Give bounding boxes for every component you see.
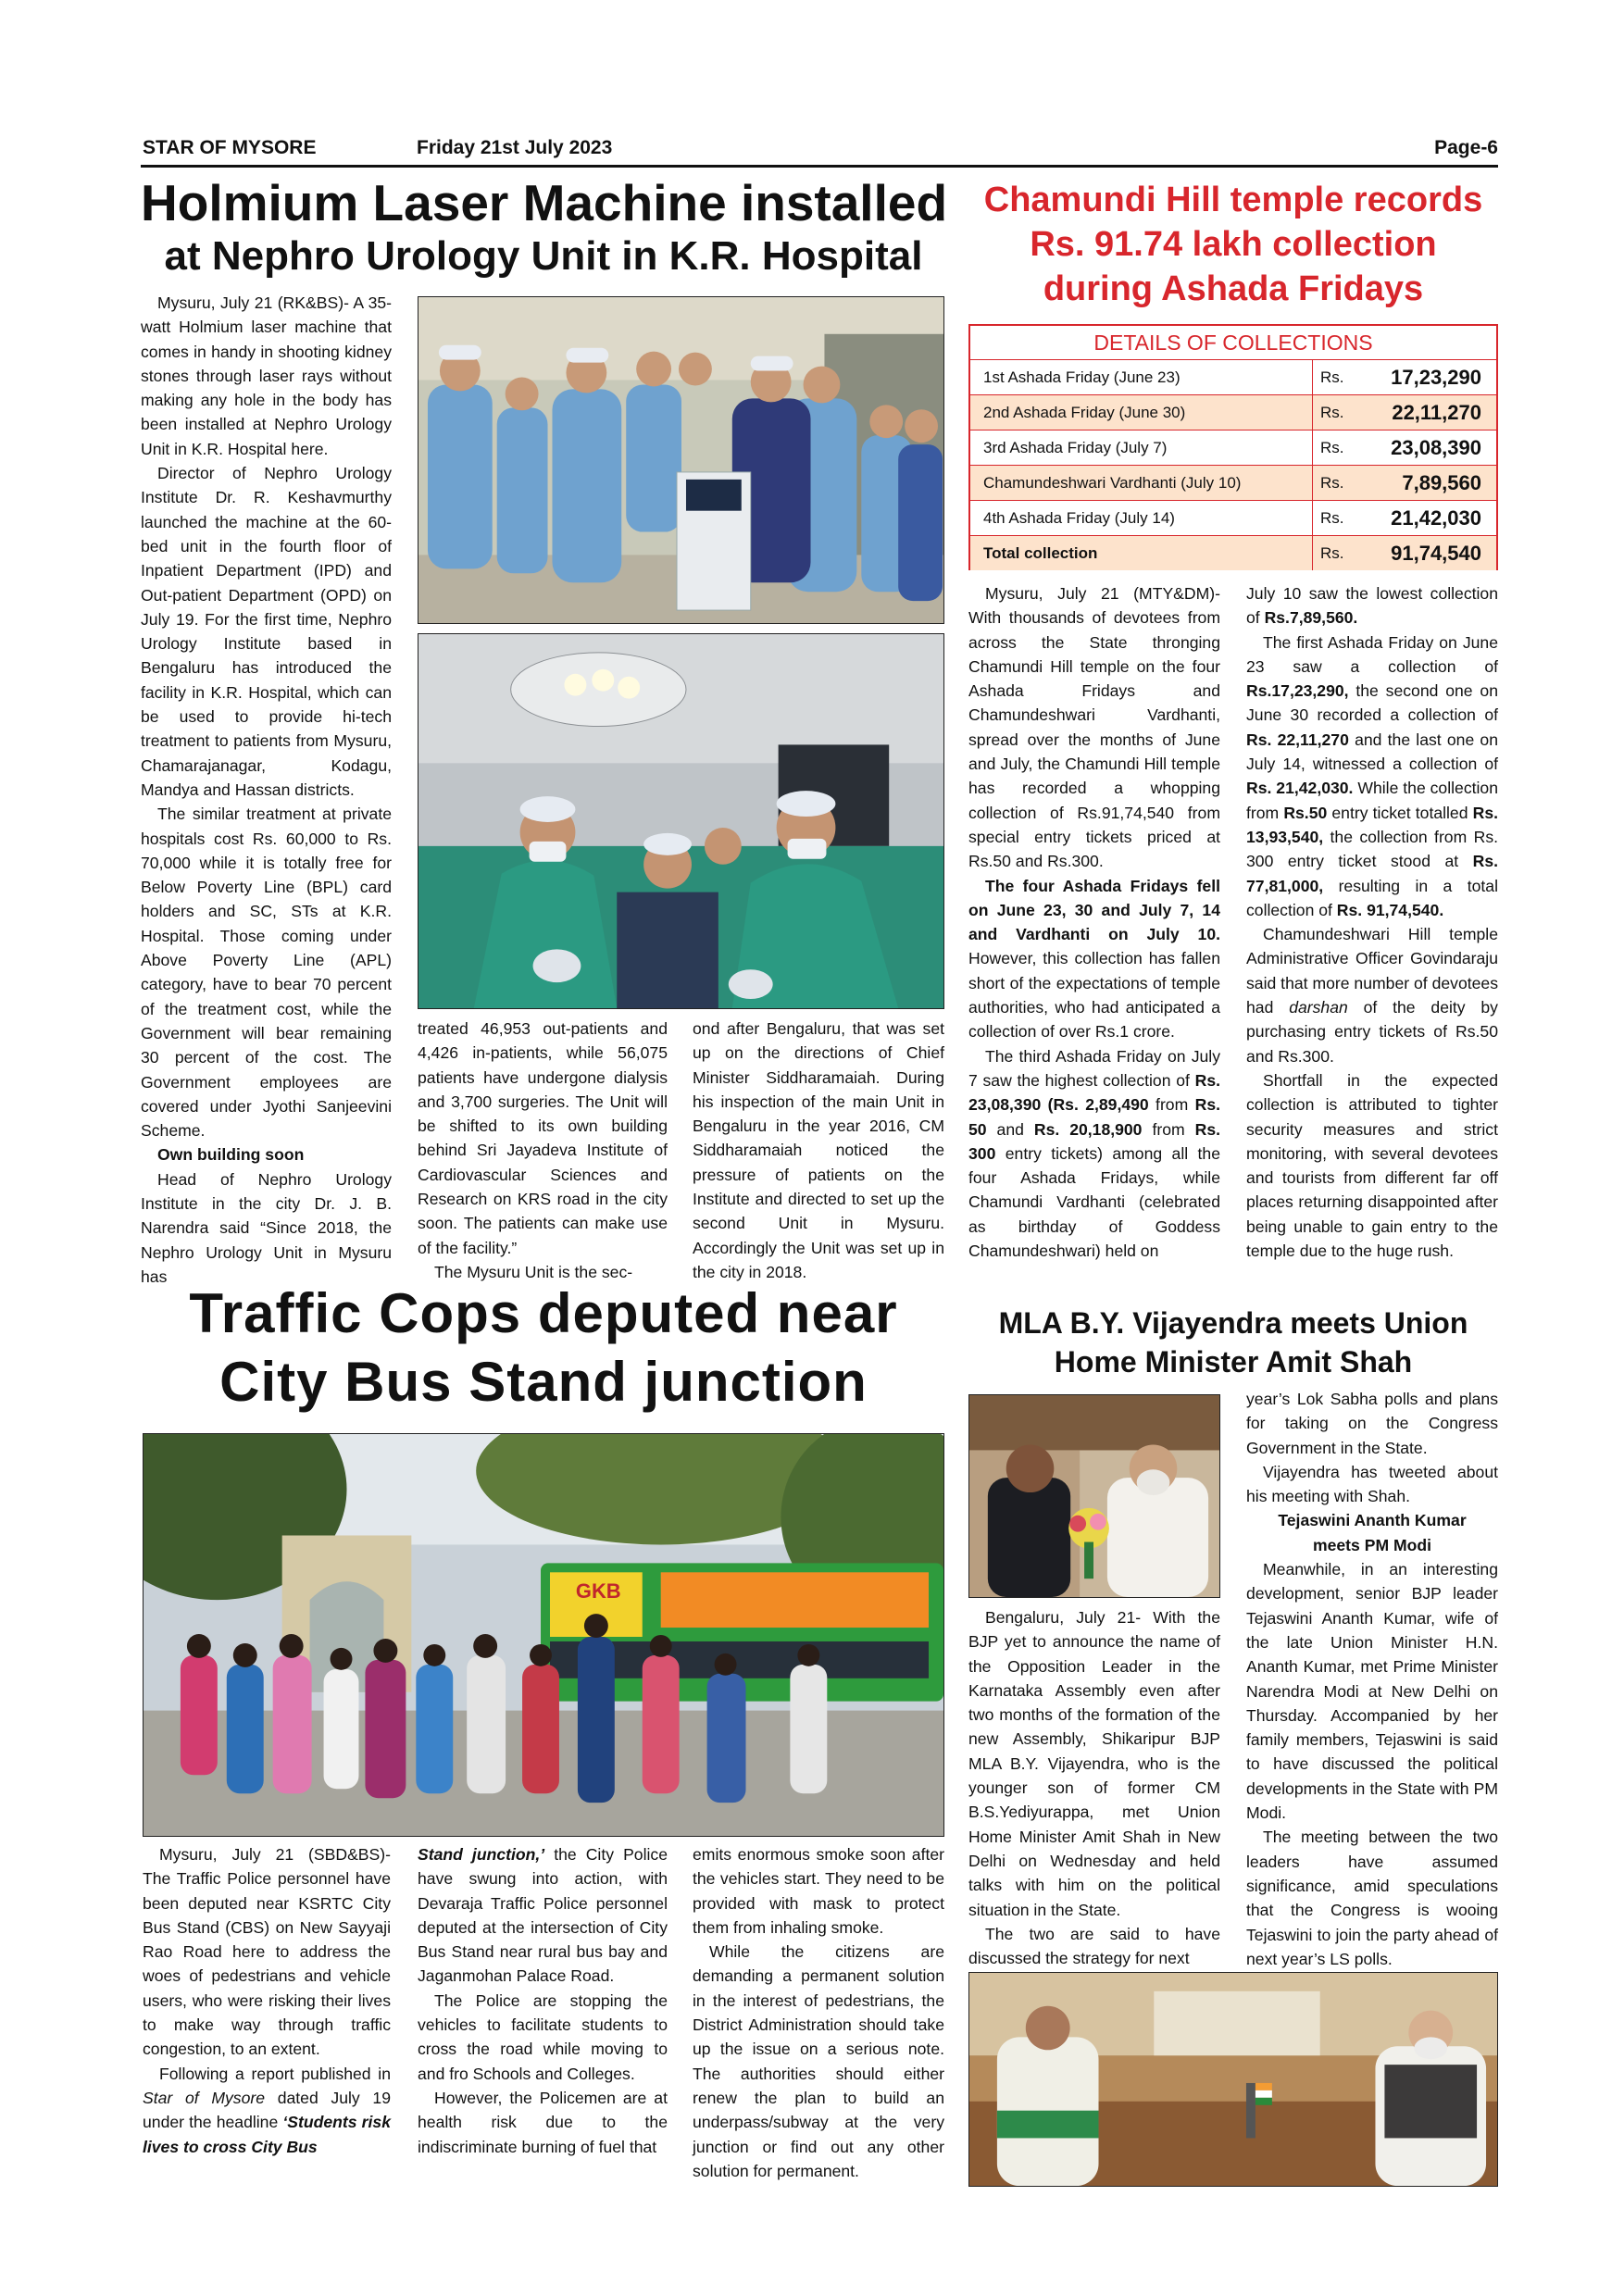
table-cell-value: 22,11,270: [1392, 401, 1481, 424]
holmium-para: treated 46,953 out-patients and 4,426 in-patients, while 56,075 patients have undergone dialysis and 3,700 surgeries. The Unit will be shifted to its own building behind Sri Jayadeva Institute of Cardiovascular Sciences and Research on KRS road in the city soon. The patients can make use of the facility.”: [418, 1019, 668, 1257]
mla-para: year’s Lok Sabha polls and plans for taking on the Congress Government in the State.: [1246, 1390, 1498, 1457]
page-number: Page-6: [1434, 137, 1498, 158]
chamundi-bold-text: Rs. 50: [968, 1095, 1220, 1139]
traffic-column-2: [418, 1842, 668, 2159]
table-cell-label: Chamundeshwari Vardhanti (July 10): [970, 466, 1313, 500]
table-cell-currency: Rs.: [1320, 368, 1344, 386]
table-cell-label: 4th Ashada Friday (July 14): [970, 501, 1313, 535]
collections-table-title: DETAILS OF COLLECTIONS: [970, 326, 1496, 360]
chamundi-bold-text: Rs. 21,42,030.: [1246, 779, 1354, 798]
holmium-para: Director of Nephro Urology Institute Dr. R. Keshavmurthy launched the machine at the 60-bed unit in the fourth floor of Inpatient Department (IPD) and Out-patient Department (OPD) on July 19. For the first time, Nephro Urology Institute based in Bengaluru has introduced the facility in K.R. Hospital, which can be used to provide hi-tech treatment to patients from Mysuru, Chamarajanagar, Kodagu, Mandya and Hassan districts.: [141, 464, 392, 799]
traffic-column-3: [693, 1842, 944, 2183]
photo-surgeons-operation-theatre: [418, 633, 944, 1009]
holmium-para: ond after Bengaluru, that was set up on the directions of Chief Minister Siddharamaiah. During his inspection of the main Unit in Bengaluru in the year 2016, CM Siddharamaiah noticed the pressure of patients on the Institute and directed to set up the second Unit in Mysuru. Accordingly the Unit was set up in the city in 2018.: [693, 1019, 944, 1281]
table-cell-value: 7,89,560: [1402, 471, 1481, 494]
traffic-para: [418, 1842, 668, 1989]
traffic-text: dated July 19 under the headline: [143, 2088, 391, 2132]
chamundi-para: [968, 1044, 1220, 1264]
mla-column-2: [1246, 1387, 1498, 1971]
holmium-para: Head of Nephro Urology Institute in the city Dr. J. B. Narendra said “Since 2018, the Nephro Urology Unit in Mysuru has: [141, 1169, 392, 1286]
masthead-bar: [143, 137, 1498, 165]
traffic-text: the City Police have swung into action, with Devaraja Traffic Police personnel deputed at the intersection of City Bus Stand near rural bus bay and Jaganmohan Palace Road.: [418, 1845, 668, 1986]
table-cell-currency: Rs.: [1320, 439, 1344, 456]
traffic-text: Following a report published in: [159, 2064, 391, 2083]
traffic-para: Mysuru, July 21 (SBD&BS)- The Traffic Police personnel have been deputed near KSRTC City Bus Stand (CBS) on New Sayyaji Rao Road here to address the woes of pedestrians and vehicle users, who were risking their lives to make way through traffic congestion, to an extent.: [143, 1845, 391, 2059]
traffic-para: The Police are stopping the vehicles to facilitate students to cross the road while moving to and fro Schools and Colleges.: [418, 1990, 668, 2083]
chamundi-text: resulting in a total collection of: [1246, 876, 1498, 919]
table-row: [970, 395, 1496, 430]
chamundi-text: However, this collection has fallen short of the expectations of temple authorities, who had anticipated a collection of over Rs.1 crore.: [968, 949, 1220, 1042]
traffic-headline-line-2: City Bus Stand junction: [219, 1351, 868, 1413]
holmium-para: The similar treatment at private hospitals cost Rs. 60,000 to Rs. 70,000 while it is totally free for Below Poverty Line (BPL) card holders and SC, STs at K.R. Hospital. Those coming under Above Poverty Line (APL) category, have to bear 70 percent of the treatment cost, while the Government will bear remaining 30 percent of the cost. The Government employees are covered under Jyothi Sanjeevini Scheme.: [141, 805, 392, 1141]
table-row: [970, 501, 1496, 536]
traffic-para: While the citizens are demanding a permanent solution in the interest of pedestrians, the District Administration should take up the issue on a serious note. The authorities should either renew the plan to build an underpass/subway at the very junction or find out any other solution for permanent.: [693, 1942, 944, 2180]
chamundi-headline-line-1: Chamundi Hill temple records: [983, 181, 1483, 219]
chamundi-text: Chamundeshwari Hill temple Administrative Officer Govindaraju said that more number of devotees had: [1246, 925, 1498, 1017]
chamundi-text: The first Ashada Friday on June 23 saw a collection of: [1246, 632, 1498, 676]
holmium-column-2: [418, 1017, 668, 1284]
chamundi-bold-text: Rs.7,89,560.: [1264, 608, 1358, 628]
mla-headline-line-1: MLA B.Y. Vijayendra meets Union: [998, 1306, 1468, 1340]
chamundi-text: While the collection from: [1246, 779, 1498, 822]
traffic-column-1: [143, 1842, 391, 2159]
chamundi-text: the collection from Rs. 300 entry ticket stood at: [1246, 827, 1498, 871]
table-cell-currency: Rs.: [1320, 404, 1344, 421]
table-cell-label: 1st Ashada Friday (June 23): [970, 360, 1313, 394]
photo-students-bus-stand: [143, 1433, 944, 1837]
chamundi-text: entry ticket totalled: [1327, 803, 1473, 822]
mla-para: Meanwhile, in an interesting development, senior BJP leader Tejaswini Ananth Kumar, wife of the late Union Minister H.N. Ananth Kumar, met Prime Minister Narendra Modi at New Delhi on Thursday. Accompanied by her family members, Tejaswini is said to have discussed the political developments in the State with PM Modi.: [1246, 1560, 1498, 1823]
chamundi-bold-text: The four Ashada Fridays fell on June 23, 30 and July 7, 14 and Vardhanti on July 10.: [968, 876, 1220, 944]
chamundi-text: entry tickets) among all the four Ashada Fridays, while Chamundi Vardhanti (celebrated as birthday of Goddess Chamundeshwari) held on: [968, 1143, 1220, 1261]
chamundi-text: July 10 saw the lowest collection of: [1246, 584, 1498, 628]
holmium-para: Mysuru, July 21 (RK&BS)- A 35-watt Holmium laser machine that comes in handy in shooting kidney stones through laser rays without making any hole in the body has been installed at Nephro Urology Unit in K.R. Hospital here.: [141, 293, 392, 458]
chamundi-text: the second one on June 30 recorded a collection of: [1246, 681, 1498, 725]
traffic-italic-text: Star of Mysore: [143, 2088, 266, 2107]
chamundi-bold-text: Rs.50: [1283, 803, 1328, 822]
chamundi-italic-text: darshan: [1289, 998, 1348, 1017]
table-row: [970, 360, 1496, 395]
table-cell-currency: Rs.: [1320, 544, 1344, 562]
chamundi-para: Mysuru, July 21 (MTY&DM)- With thousands of devotees from across the State thronging Chamundi Hill temple on the four Ashada Fridays and Chamundeshwari Vardhanti, spread over the months of June and July, the Chamundi Hill temple has recorded a whopping collection of Rs.91,74,540 from special entry tickets priced at Rs.50 and Rs.300.: [968, 584, 1220, 871]
photo-vijayendra-amit-shah: [968, 1394, 1220, 1598]
collections-table: [968, 324, 1498, 570]
traffic-bold-italic-text: ‘Students risk lives to cross City Bus: [143, 2113, 391, 2156]
table-cell-currency: Rs.: [1320, 509, 1344, 527]
chamundi-column-2: [1246, 581, 1498, 1263]
table-cell-label: 2nd Ashada Friday (June 30): [970, 395, 1313, 430]
chamundi-text: from: [1148, 1095, 1195, 1115]
mla-para: The two are said to have discussed the strategy for next: [968, 1924, 1220, 1968]
chamundi-column-1: [968, 581, 1220, 1263]
chamundi-para: [1246, 581, 1498, 630]
chamundi-bold-text: Rs. 77,81,000,: [1246, 852, 1498, 895]
holmium-column-3: [693, 1017, 944, 1284]
table-row: [970, 430, 1496, 466]
table-cell-value: 23,08,390: [1391, 436, 1481, 459]
table-cell-label: 3rd Ashada Friday (July 7): [970, 430, 1313, 465]
mla-column-1: [968, 1605, 1220, 1970]
traffic-para: emits enormous smoke soon after the vehicles start. They need to be provided with mask to protect them from inhaling smoke.: [693, 1845, 944, 1937]
holmium-column-1: [141, 291, 392, 1289]
photo-tejaswini-modi-meeting: [968, 1972, 1498, 2187]
table-cell-currency: Rs.: [1320, 474, 1344, 492]
traffic-bold-italic-text: Stand junction,’: [418, 1845, 545, 1864]
chamundi-headline-line-3: during Ashada Fridays: [1043, 269, 1424, 308]
chamundi-para: [968, 874, 1220, 1044]
table-cell-value: 21,42,030: [1391, 506, 1481, 530]
chamundi-para: [1246, 630, 1498, 923]
table-row: [970, 466, 1496, 501]
chamundi-bold-text: Rs. 13,93,540,: [1246, 803, 1499, 846]
photo-doctors-laser-machine: [418, 296, 944, 624]
table-row-total: [970, 536, 1496, 570]
chamundi-bold-text: Rs. 20,18,900: [1033, 1119, 1143, 1139]
chamundi-bold-text: Rs. 22,11,270: [1246, 730, 1349, 749]
mla-para: Vijayendra has tweeted about his meeting with Shah.: [1246, 1462, 1498, 1506]
chamundi-text: from: [1142, 1119, 1195, 1139]
holmium-para: The Mysuru Unit is the sec-: [434, 1262, 633, 1281]
traffic-para: However, the Policemen are at health risk due to the indiscriminate burning of fuel that: [418, 2088, 668, 2156]
paper-name: STAR OF MYSORE: [143, 137, 317, 158]
chamundi-bold-text: Rs. 300: [968, 1119, 1220, 1163]
chamundi-text: and: [986, 1119, 1034, 1139]
mla-para: Bengaluru, July 21- With the BJP yet to announce the name of the Opposition Leader in the Karnataka Assembly even after two months of the formation of the new Assembly, Shikaripur BJP MLA B.Y. Vijayendra, who is the younger son of former CM B.S.Yediyurappa, met Union Home Minister Amit Shah in New Delhi on Wednesday and held talks with him on the political situation in the State.: [968, 1608, 1220, 1919]
holmium-headline-2: at Nephro Urology Unit in K.R. Hospital: [164, 233, 923, 279]
chamundi-headline-line-2: Rs. 91.74 lakh collection: [1030, 225, 1437, 264]
bus-sign-text: GKB: [575, 1579, 621, 1603]
chamundi-para: [1246, 922, 1498, 1068]
table-cell-value: 91,74,540: [1391, 542, 1481, 565]
table-cell-value: 17,23,290: [1391, 366, 1481, 389]
holmium-headline-1: Holmium Laser Machine installed: [141, 174, 948, 231]
traffic-headline: [141, 1279, 946, 1416]
chamundi-bold-text: Rs. 23,08,390 (Rs. 2,89,490: [968, 1070, 1220, 1115]
traffic-para: [143, 2062, 391, 2159]
chamundi-headline: [967, 178, 1500, 311]
header-rule: [141, 165, 1498, 168]
chamundi-bold-text: Rs. 91,74,540.: [1336, 900, 1444, 919]
mla-subhead-1: Tejaswini Ananth Kumar: [1278, 1511, 1467, 1530]
chamundi-text: The third Ashada Friday on July 7 saw the highest collection of: [968, 1046, 1220, 1090]
issue-date: Friday 21st July 2023: [417, 137, 613, 158]
mla-headline-line-2: Home Minister Amit Shah: [1054, 1345, 1413, 1379]
chamundi-para: Shortfall in the expected collection is attributed to tighter security measures and strict monitoring, with several devotees and tourists from different far off places returning disappointed after being unable to gain entry to the temple due to the huge rush.: [1246, 1070, 1498, 1261]
mla-headline: [967, 1304, 1500, 1381]
chamundi-text: and the last one on July 14, witnessed a collection of: [1246, 730, 1498, 774]
table-cell-label: Total collection: [970, 536, 1313, 570]
chamundi-text: of the deity by purchasing entry tickets of Rs.50 and Rs.300.: [1246, 998, 1498, 1066]
holmium-subhead: Own building soon: [157, 1145, 305, 1165]
mla-para: The meeting between the two leaders have assumed significance, amid speculations that the Congress is wooing Tejaswini to join the party ahead of next year’s LS polls.: [1246, 1828, 1498, 1968]
chamundi-bold-text: Rs.17,23,290,: [1246, 681, 1349, 701]
mla-subhead-2: meets PM Modi: [1312, 1535, 1432, 1554]
traffic-headline-line-1: Traffic Cops deputed near: [189, 1282, 898, 1344]
